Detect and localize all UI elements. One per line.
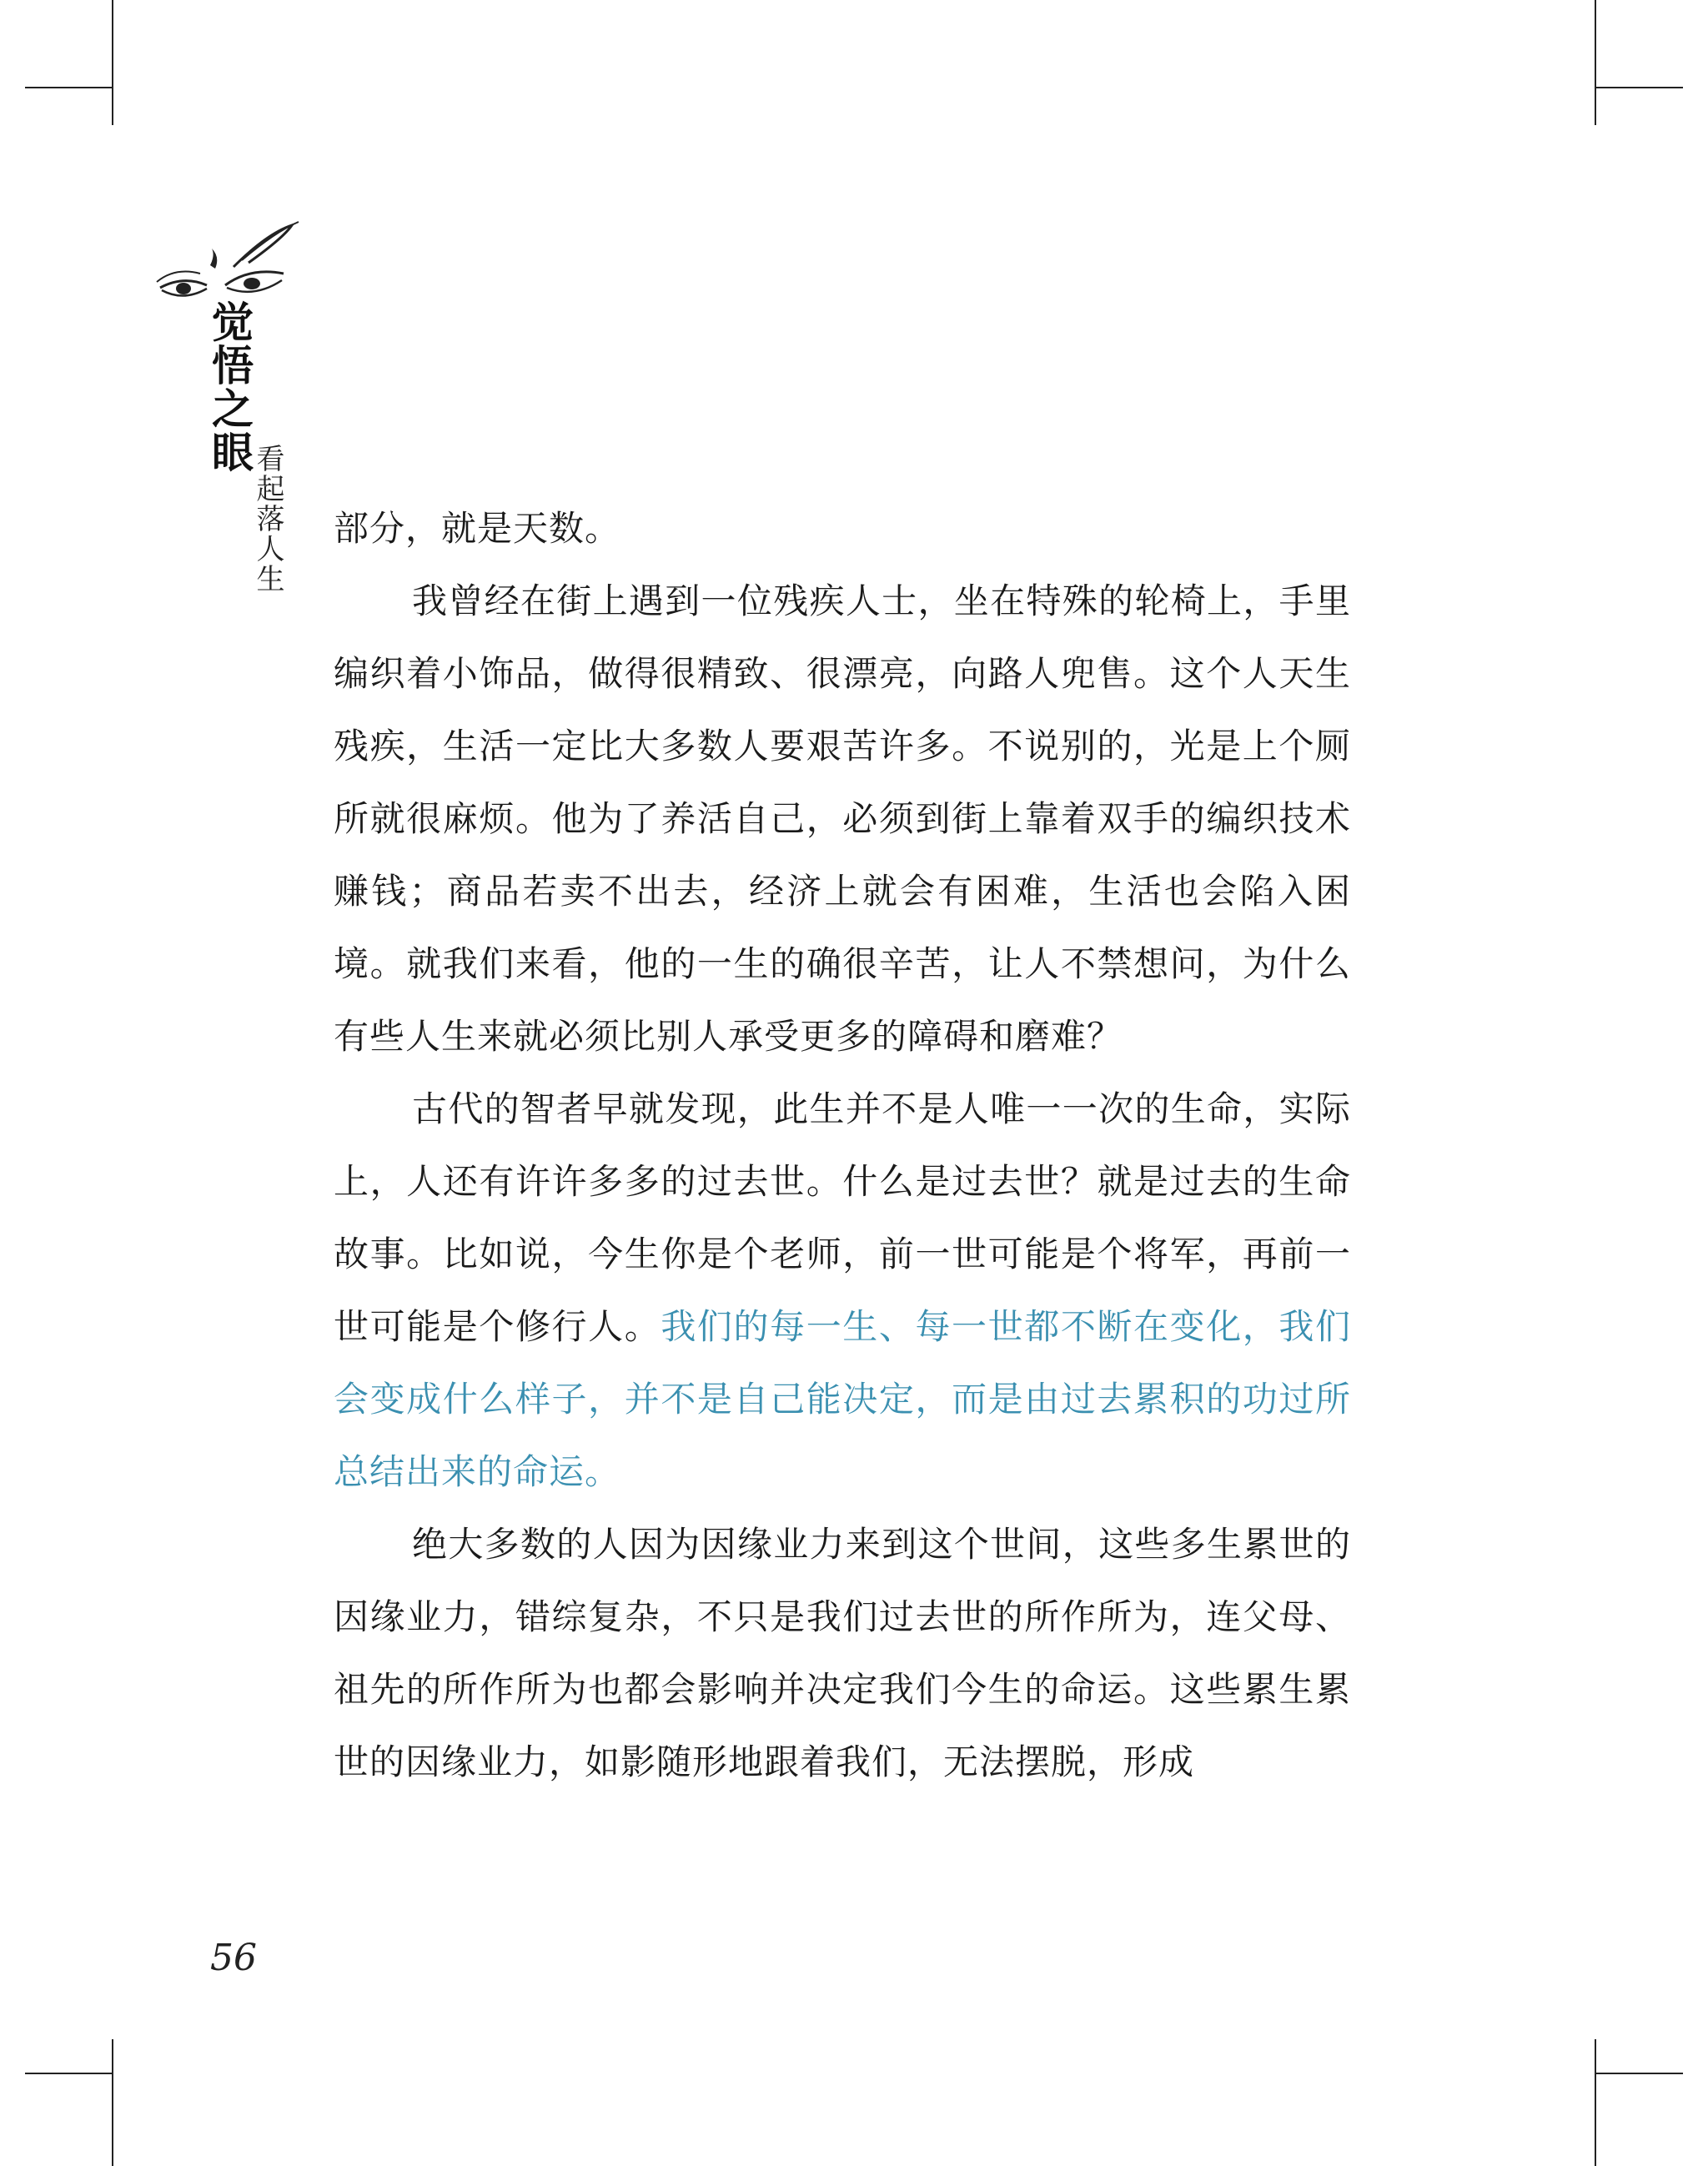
crop-mark [25, 2073, 112, 2074]
crop-mark [112, 2039, 113, 2166]
paragraph: 我曾经在街上遇到一位残疾人士，坐在特殊的轮椅上，手里编织着小饰品，做得很精致、很漂亮，向路人兜售。这个人天生残疾，生活一定比大多数人要艰苦许多。不说别的，光是上个厕所就很麻烦。他为了养活自己，必须到街上靠着双手的编织技术赚钱；商品若卖不出去，经济上就会有困难，生活也会陷入困境。就我们来看，他的一生的确很辛苦，让人不禁想问，为什么有些人生来就必须比别人承受更多的障碍和磨难？ [334, 580, 1351, 1057]
paragraph [334, 1073, 1351, 1508]
book-subtitle: 看起落人生 [251, 444, 284, 594]
crop-mark [1595, 2039, 1596, 2166]
crop-mark [25, 87, 112, 88]
crop-mark [1595, 87, 1683, 88]
paragraph: 部分，就是天数。 [334, 508, 621, 549]
page-body [334, 492, 1351, 1798]
crop-mark [1595, 2073, 1683, 2074]
crop-mark [1595, 0, 1596, 125]
book-sidebar-mark [150, 209, 317, 609]
crop-mark [112, 0, 113, 125]
page-number: 56 [210, 1937, 257, 1979]
book-title: 觉悟之眼 [205, 300, 254, 474]
paragraph: 绝大多数的人因为因缘业力来到这个世间，这些多生累世的因缘业力，错综复杂，不只是我们过去世的所作所为，连父母、祖先的所作所为也都会影响并决定我们今生的命运。这些累生累世的因缘业力，如影随形地跟着我们，无法摆脱，形成 [334, 1524, 1351, 1782]
buddha-eyes-icon [150, 209, 317, 309]
highlighted-text: 我们的每一生、每一世都不断在变化，我们会变成什么样子，并不是自己能决定，而是由过去累积的功过所总结出来的命运。 [334, 1306, 1351, 1492]
paragraph-text: 古代的智者早就发现，此生并不是人唯一一次的生命，实际上，人还有许许多多的过去世。什么是过去世？就是过去的生命故事。比如说，今生你是个老师，前一世可能是个将军，再前一世可能是个修行人。 [334, 1088, 1351, 1347]
